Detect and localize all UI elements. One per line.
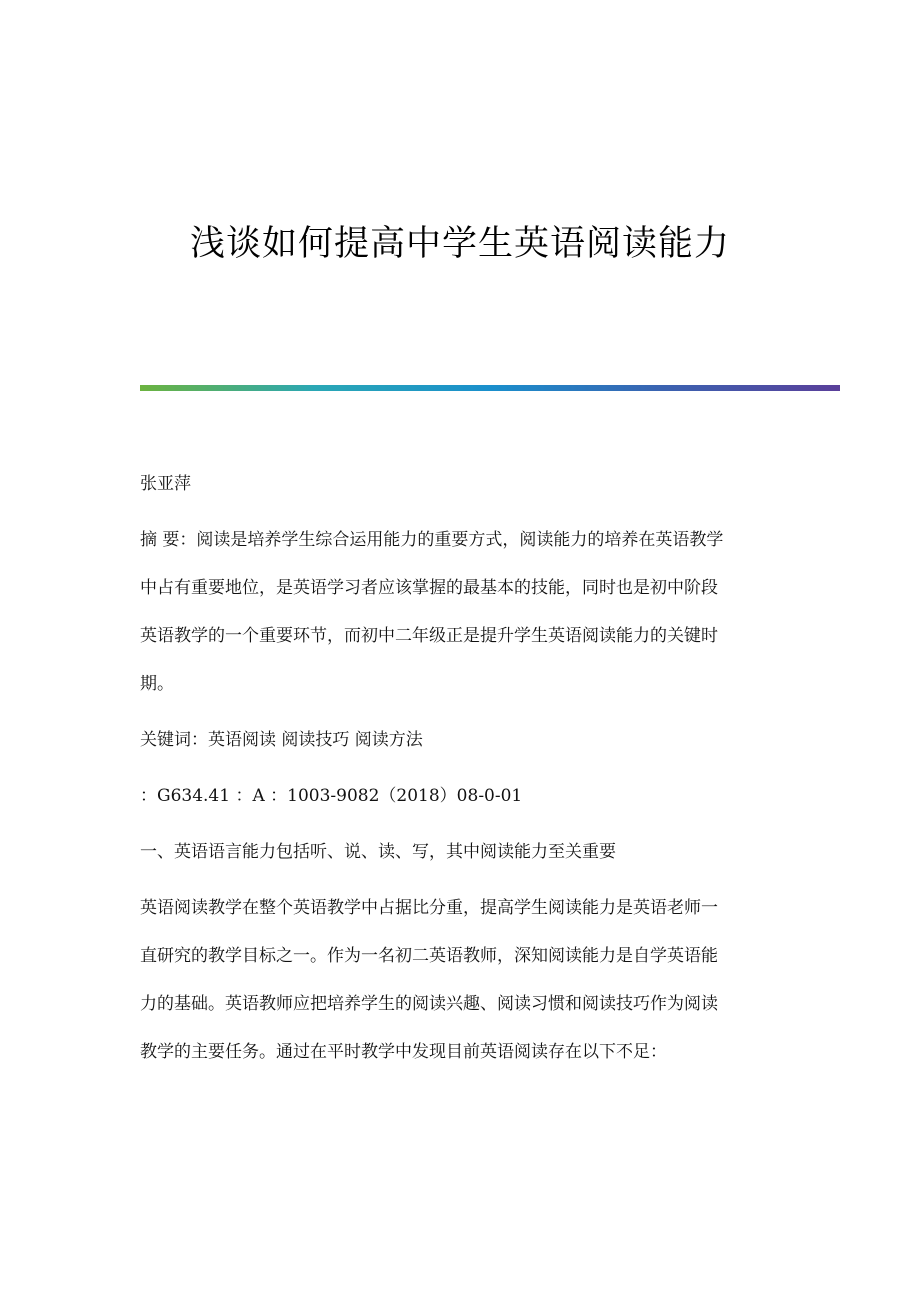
body-line: 英语阅读教学在整个英语教学中占据比分重，提高学生阅读能力是英语老师一 bbox=[140, 898, 718, 918]
title-divider bbox=[140, 385, 840, 391]
body-line: 教学的主要任务。通过在平时教学中发现目前英语阅读存在以下不足： bbox=[140, 1042, 667, 1062]
section-heading: 一、英语语言能力包括听、说、读、写，其中阅读能力至关重要 bbox=[140, 842, 616, 862]
author-name: 张亚萍 bbox=[140, 474, 191, 494]
keywords: 关键词：英语阅读 阅读技巧 阅读方法 bbox=[140, 730, 423, 750]
body-line: 直研究的教学目标之一。作为一名初二英语教师，深知阅读能力是自学英语能 bbox=[140, 946, 718, 966]
abstract-line: 英语教学的一个重要环节，而初中二年级正是提升学生英语阅读能力的关键时 bbox=[140, 626, 718, 646]
classification-info: ：G634.41 ：A ：1003-9082（2018）08-0-01 bbox=[140, 786, 523, 806]
page-title: 浅谈如何提高中学生英语阅读能力 bbox=[189, 224, 730, 264]
abstract-line: 摘 要：阅读是培养学生综合运用能力的重要方式，阅读能力的培养在英语教学 bbox=[140, 530, 724, 550]
body-line: 力的基础。英语教师应把培养学生的阅读兴趣、阅读习惯和阅读技巧作为阅读 bbox=[140, 994, 718, 1014]
abstract-line: 中占有重要地位，是英语学习者应该掌握的最基本的技能，同时也是初中阶段 bbox=[140, 578, 718, 598]
abstract-line: 期。 bbox=[140, 674, 174, 694]
